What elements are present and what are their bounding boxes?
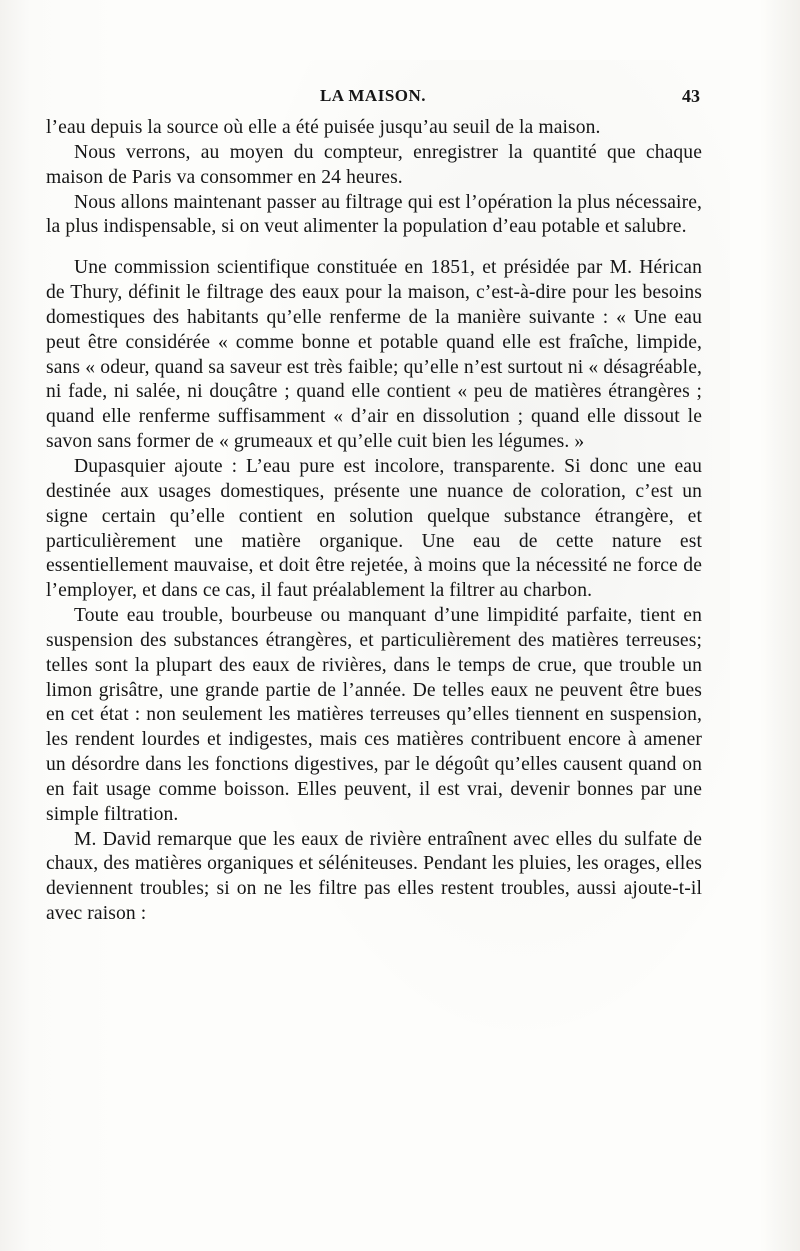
paragraph-filtrage: Nous allons maintenant passer au filtrage qui est l’opération la plus nécessaire, la plus indispensable, si on veut alimenter la population d’eau potable et salubre. xyxy=(46,191,702,238)
paragraph-compteur: Nous verrons, au moyen du compteur, enregistrer la quantité que chaque maison de Paris va consommer en 24 heures. xyxy=(46,141,702,188)
paragraph-dupasquier: Dupasquier ajoute : L’eau pure est incolore, transparente. Si donc une eau destinée aux usages domestiques, présente une nuance de coloration, c’est un signe certain qu’elle contient en solution quelque substance étrangère, et particulièrement une matière organique. Une eau de cette nature est essentiellement mauvaise, et doit être rejetée, à moins que la nécessité ne force de l’employer, et dans ce cas, il faut préalablement la filtrer au charbon. xyxy=(46,455,702,602)
page-header xyxy=(46,86,700,112)
page-number: 43 xyxy=(682,86,700,106)
paragraph-continuation: l’eau depuis la source où elle a été puisée jusqu’au seuil de la maison. xyxy=(46,117,601,138)
paragraph-commission: Une commission scientifique constituée en 1851, et présidée par M. Hérican de Thury, définit le filtrage des eaux pour la maison, c’est-à-dire pour les besoins domestiques des habitants qu’elle renferme de la manière suivante : « Une eau peut être considérée « comme bonne et potable quand elle est fraîche, limpide, sans « odeur, quand sa saveur est très faible; qu’elle n’est surtout ni « désagréable, ni fade, ni salée, ni douçâtre ; quand elle contient « peu de matières étrangères ; quand elle renferme suffisamment « d’air en dissolution ; quand elle dissout le savon sans former de « grumeaux et qu’elle cuit bien les légumes. » xyxy=(46,257,702,453)
paragraph-david: M. David remarque que les eaux de rivière entraînent avec elles du sulfate de chaux, des matières organiques et séléniteuses. Pendant les pluies, les orages, elles deviennent troubles; si on ne les filtre pas elles restent troubles, aussi ajoute-t-il avec raison : xyxy=(46,828,702,925)
running-title: LA MAISON. xyxy=(319,86,427,105)
body-text xyxy=(46,116,702,927)
paragraph-eau-trouble: Toute eau trouble, bourbeuse ou manquant d’une limpidité parfaite, tient en suspension des substances étrangères, et particulièrement des matières terreuses; telles sont la plupart des eaux de rivières, dans le temps de crue, que trouble un limon grisâtre, une grande partie de l’année. De telles eaux ne peuvent être bues en cet état : non seulement les matières terreuses qu’elles tiennent en suspension, les rendent lourdes et indigestes, mais ces matières contribuent encore à amener un désordre dans les fonctions digestives, par le dégoût qu’elles causent quand on en fait usage comme boisson. Elles peuvent, il est vrai, devenir bonnes par une simple filtration. xyxy=(46,605,702,825)
